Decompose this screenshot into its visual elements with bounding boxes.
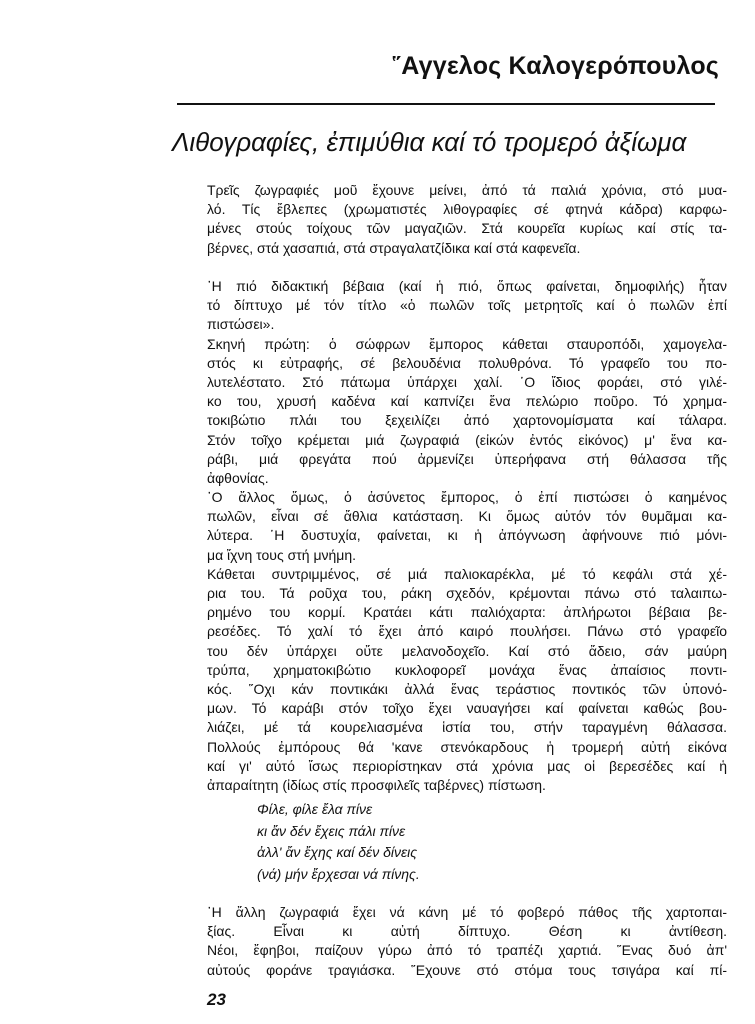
text-line: μων. Τό καράβι στόν τοῖχο ἔχει ναυαγήσει καί φαίνεται καθώς βου-: [207, 700, 727, 717]
paragraph-2: [207, 277, 727, 795]
verse-line: κι ἄν δέν ἔχεις πάλι πίνε: [257, 822, 406, 839]
text-line: πιστώσει».: [207, 316, 275, 333]
text-line: Πολλούς ἐμπόρους θά 'κανε στενόκαρδους ἡ τρομερή αὐτή εἰκόνα: [207, 738, 727, 755]
verse-line: ἀλλ' ἄν ἔχης καί δέν δίνεις: [257, 844, 418, 860]
verse-line: Φίλε, φίλε ἔλα πίνε: [257, 801, 373, 817]
text-line: τό δίπτυχο μέ τόν τίτλο «ὁ πωλῶν τοῖς μετρητοῖς καί ὁ πωλῶν ἐπί: [207, 297, 727, 314]
text-line: λυτελέστατο. Στό πάτωμα ὑπάρχει χαλί. ῾Ο ἴδιος φοράει, στό γιλέ-: [207, 373, 727, 390]
author-name: ῞Αγγελος Καλογερόπουλος: [392, 52, 719, 80]
text-line: κο του, χρυσή καδένα καί καπνίζει ἕνα πελώριο ποῦρο. Τό χρημα-: [207, 393, 727, 410]
text-line: του δέν ὑπάρχει οὔτε μελανοδοχεῖο. Καί στό ἄδειο, σάν μαύρη: [207, 642, 727, 659]
text-line: Στόν τοῖχο κρέμεται μιά ζωγραφιά (εἰκών ἐντός εἰκόνος) μ' ἕνα κα-: [207, 431, 727, 448]
text-line: ράβι, μιά φρεγάτα πού ἀρμενίζει ὑπερήφανα στή θάλασσα τῆς: [207, 450, 727, 467]
text-line: ῾Η πιό διδακτική βέβαια (καί ἡ πιό, ὅπως φαίνεται, δημοφιλής) ἦταν: [207, 278, 727, 294]
text-line: τοκιβώτιο πλάι του ξεχειλίζει ἀπό χαρτονομίσματα καί τάλαρα.: [207, 412, 727, 429]
header-rule: [177, 103, 715, 105]
text-line: λιάζει, μέ τά κουρελιασμένα ἱστία του, στήν ταραγμένη θάλασσα.: [207, 719, 727, 736]
text-line: Σκηνή πρώτη: ὁ σώφρων ἔμπορος κάθεται σταυροπόδι, χαμογελα-: [207, 335, 727, 352]
text-line: ἀφθονίας.: [207, 469, 269, 486]
chapter-title: Λιθογραφίες, ἐπιμύθια καί τό τρομερό ἀξίωμα: [172, 127, 687, 157]
verse-block: [257, 799, 420, 885]
text-line: μένες στούς τοίχους τῶν μαγαζιῶν. Στά κουρεῖα κυρίως καί στίς τα-: [207, 220, 727, 237]
verse-line: (νά) μήν ἔρχεσαι νά πίνης.: [257, 865, 420, 882]
page-number: 23: [207, 990, 226, 1009]
text-line: ρημένο του κορμί. Κρατάει κάτι παλιόχαρτα: ἀπλήρωτοι βέβαια βε-: [207, 604, 727, 621]
text-line: λύτερα. ῾Η δυστυχία, φαίνεται, κι ἡ ἀπόγνωση ἀφήνουνε πιό μόνι-: [207, 527, 727, 544]
text-line: Κάθεται συντριμμένος, σέ μιά παλιοκαρέκλα, μέ τό κεφάλι στά χέ-: [207, 565, 727, 582]
text-line: λό. Τίς ἔβλεπες (χρωματιστές λιθογραφίες σέ φτηνά κάδρα) καρφω-: [207, 201, 727, 218]
text-line: ρια του. Τά ροῦχα του, ράκη σχεδόν, κρέμονται πάνω στό ταλαιπω-: [207, 585, 727, 601]
text-line: στός κι εὐτραφής, σέ βελουδένια πολυθρόνα. Τό γραφεῖο του πο-: [207, 354, 727, 371]
text-line: καί γι' αὐτό ἴσως περιορίστηκαν στά χρόνια μας οἱ βερεσέδες καί ἡ: [207, 757, 727, 774]
paragraph-1: [207, 181, 727, 258]
text-line: ρεσέδες. Τό χαλί τό ἔχει ἀπό καιρό πουλήσει. Πάνω στό γραφεῖο: [207, 623, 727, 640]
text-line: τρύπα, χρηματοκιβώτιο κυκλοφορεῖ μονάχα ἕνας ἀπαίσιος ποντι-: [207, 661, 727, 678]
text-line: μα ἴχνη τους στή μνήμη.: [207, 546, 357, 563]
text-line: ξίας. Εἶναι κι αὐτή δίπτυχο. Θέση κι ἀντίθεση.: [207, 923, 727, 940]
text-line: πωλῶν, εἶναι σέ ἄθλια κατάσταση. Κι ὅμως αὐτόν τόν θυμᾶμαι κα-: [207, 508, 727, 525]
text-line: ἀπαραίτητη (ἰδίως στίς προσφιλεῖς ταβέρνες) πίστωση.: [207, 776, 546, 793]
text-line: αὐτούς φοράνε τραγιάσκα. ῞Εχουνε στό στόμα τους τσιγάρα καί πί-: [207, 961, 727, 978]
paragraph-3: [207, 903, 727, 980]
text-line: ῾Η ἄλλη ζωγραφιά ἔχει νά κάνη μέ τό φοβερό πάθος τῆς χαρτοπαι-: [207, 904, 727, 920]
text-line: κός. ῞Οχι κάν ποντικάκι ἀλλά ἕνας τεράστιος ποντικός τῶν ὑπονό-: [207, 680, 727, 697]
text-line: Τρεῖς ζωγραφιές μοῦ ἔχουνε μείνει, ἀπό τά παλιά χρόνια, στό μυα-: [207, 182, 727, 198]
text-line: Νέοι, ἔφηβοι, παίζουν γύρω ἀπό τό τραπέζι χαρτιά. ῞Ενας δυό ἀπ': [207, 942, 727, 959]
text-line: βέρνες, στά χασαπιά, στά στραγαλατζίδικα καί στά καφενεῖα.: [207, 239, 581, 256]
text-line: ῾Ο ἄλλος ὅμως, ὁ ἀσύνετος ἔμπορος, ὁ ἐπί πιστώσει ὁ καημένος: [207, 489, 727, 506]
